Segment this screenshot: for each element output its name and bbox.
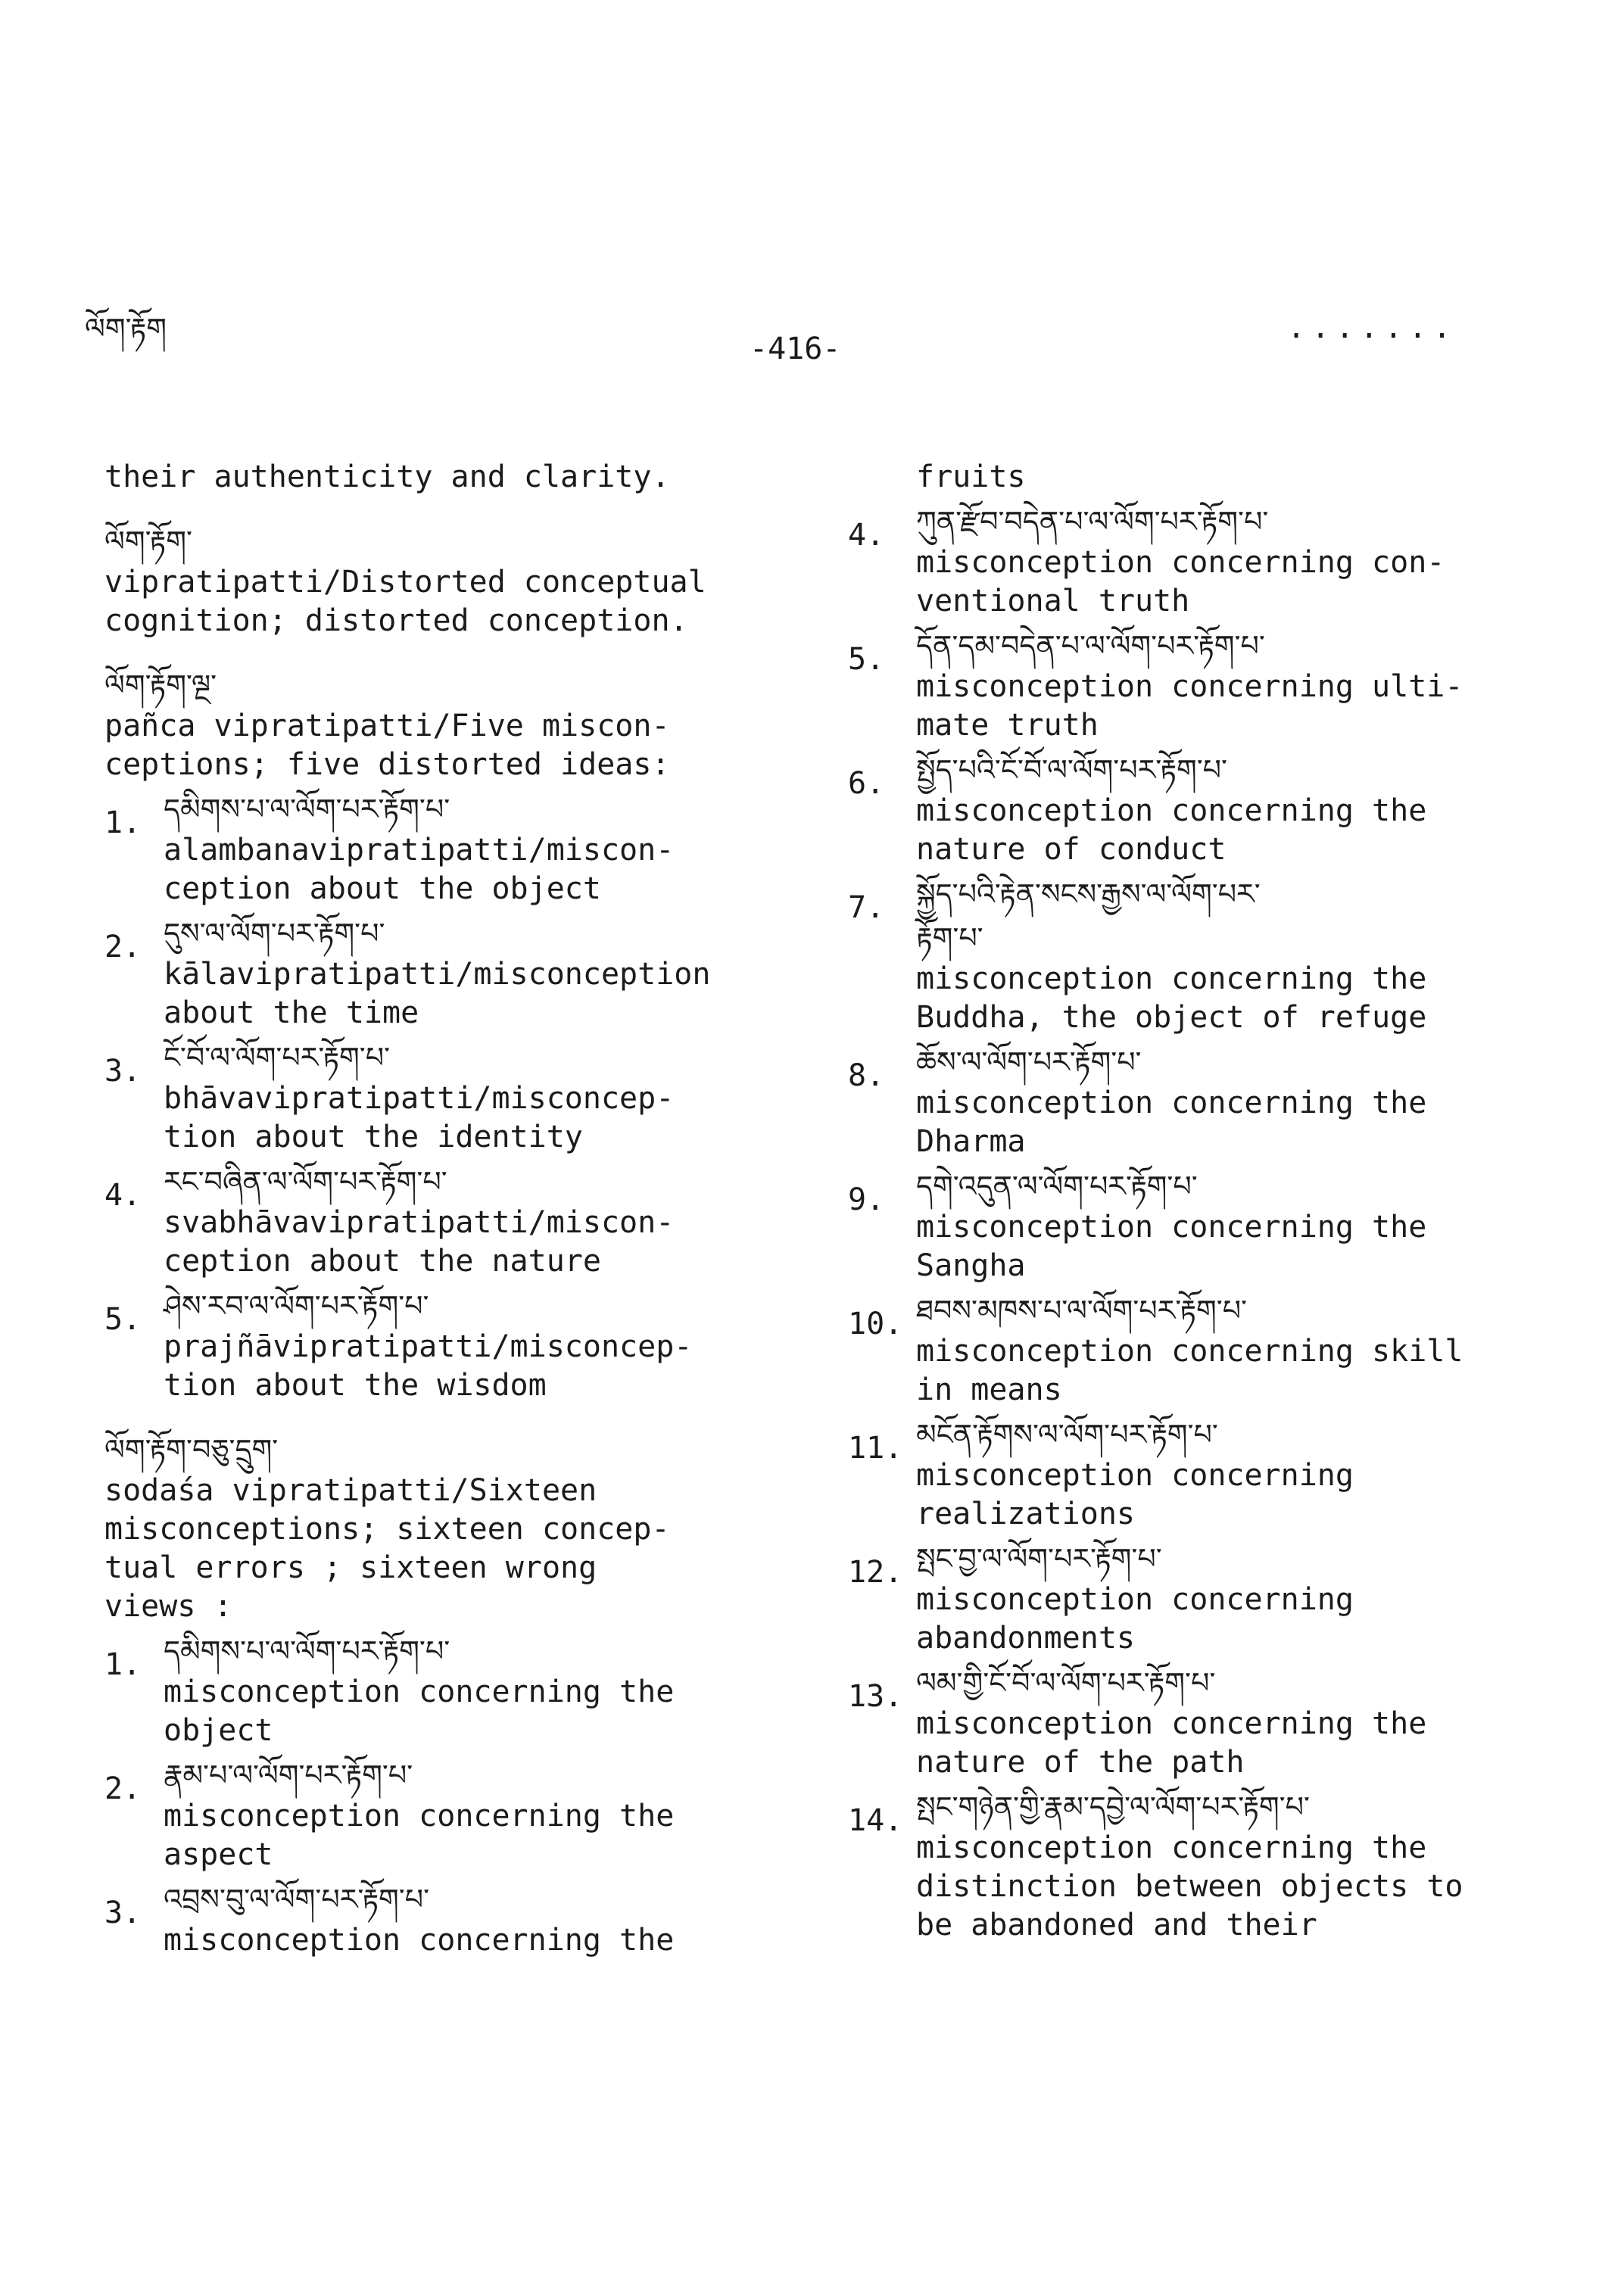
list-item-line: misconception concerning (916, 1582, 1354, 1617)
list-item-tibetan: དོན་དམ་བདེན་པ་ལ་ལོག་པར་རྟོག་པ་ (916, 629, 1265, 662)
list-item (848, 500, 1605, 621)
list-item-tibetan: སྐྱོད་པའི་རྟེན་སངས་རྒྱས་ལ་ལོག་པར་ (916, 877, 1261, 911)
list-item-number: 4. (848, 518, 885, 553)
list-item-line: misconception concerning (916, 1458, 1354, 1493)
list-item-line: misconception concerning skill (916, 1334, 1463, 1369)
entry (104, 519, 786, 640)
entry-headword-tibetan: ལོག་རྟོག་བཅུ་དྲུག་ (104, 1433, 279, 1466)
right-column (848, 458, 1605, 1945)
list-item (848, 748, 1605, 869)
list-item-number: 2. (104, 930, 142, 964)
entry-definition-line: ceptions; five distorted ideas: (104, 747, 670, 782)
entry-headword-tibetan: ལོག་རྟོག་ལྔ་ (104, 668, 217, 702)
list-item-line: Dharma (916, 1124, 1026, 1159)
list-item-number: 3. (104, 1054, 142, 1089)
list-item-tibetan: ཆོས་ལ་ལོག་པར་རྟོག་པ་ (916, 1045, 1142, 1079)
list-item-line: misconception concerning the (164, 1675, 675, 1709)
list-item-line: misconception concerning the (916, 961, 1427, 996)
entry-definition-line: pañca vipratipatti/Five miscon- (104, 709, 670, 743)
list-item-tibetan: ཐབས་མཁས་པ་ལ་ལོག་པར་རྟོག་པ་ (916, 1294, 1248, 1327)
list-item-line: bhāvavipratipatti/misconcep- (164, 1081, 675, 1116)
list-item (848, 872, 1605, 1037)
running-head-dots: ....... (1287, 310, 1457, 345)
list-item-line: about the time (164, 995, 419, 1030)
list-item-number: 8. (848, 1058, 885, 1093)
list-item-number: 14. (848, 1803, 903, 1838)
entry-definition-line: tual errors ; sixteen wrong (104, 1550, 597, 1585)
list-item-number: 11. (848, 1431, 903, 1466)
list-item-line: Buddha, the object of refuge (916, 1000, 1427, 1035)
list-item-line: misconception concerning the (916, 1830, 1427, 1865)
list-item (104, 787, 786, 908)
list-item-line: abandonments (916, 1621, 1135, 1656)
list-item-line: misconception concerning the (916, 793, 1427, 828)
list-item-line: aspect (164, 1837, 273, 1872)
list-item (104, 1753, 786, 1874)
list-item-line: misconception concerning ulti- (916, 669, 1463, 704)
list-item-line: nature of conduct (916, 832, 1227, 867)
entry-definition-line: sodaśa vipratipatti/Sixteen (104, 1473, 597, 1508)
list-item-tibetan: ངོ་བོ་ལ་ལོག་པར་རྟོག་པ་ (164, 1041, 391, 1074)
list-item-line: tion about the wisdom (164, 1368, 547, 1403)
list-item (848, 1164, 1605, 1285)
list-item (848, 1661, 1605, 1782)
list-item-line: object (164, 1713, 273, 1748)
list-item-number: 5. (848, 642, 885, 677)
list-item-line: nature of the path (916, 1745, 1245, 1780)
list-item-tibetan-continued: རྟོག་པ་ (916, 921, 983, 955)
list-item-tibetan: མངོན་རྟོགས་ལ་ལོག་པར་རྟོག་པ་ (916, 1418, 1218, 1451)
list-item (848, 624, 1605, 745)
entry-definition-line: cognition; distorted conception. (104, 603, 688, 638)
list-item-number: 10. (848, 1307, 903, 1341)
list-item-number: 3. (104, 1896, 142, 1930)
list-item-tibetan: སྤང་གཉེན་གྱི་རྣམ་དབྱེ་ལ་ལོག་པར་རྟོག་པ་ (916, 1790, 1310, 1824)
list-item-number: 12. (848, 1555, 903, 1590)
list-item (104, 911, 786, 1033)
list-item-line: in means (916, 1372, 1062, 1407)
list-item-number: 13. (848, 1679, 903, 1714)
list-item-tibetan: རྣམ་པ་ལ་ལོག་པར་རྟོག་པ་ (164, 1759, 413, 1792)
list-item-line: ventional truth (916, 584, 1190, 618)
list-item (848, 1785, 1605, 1945)
list-item-line: distinction between objects to (916, 1869, 1463, 1904)
list-item-number: 6. (848, 766, 885, 801)
entry (104, 1428, 786, 1960)
list-item-line: mate truth (916, 708, 1099, 743)
list-item-number: 9. (848, 1182, 885, 1217)
list-item-number: 5. (104, 1302, 142, 1337)
list-item-tibetan: དམིགས་པ་ལ་ལོག་པར་རྟོག་པ་ (164, 793, 450, 826)
continuation-text: fruits (916, 460, 1026, 494)
list-item-tibetan: འབྲས་བུ་ལ་ལོག་པར་རྟོག་པ་ (164, 1883, 430, 1916)
list-item (104, 1160, 786, 1281)
list-item-number: 2. (104, 1771, 142, 1806)
page-number: -416- (750, 332, 841, 366)
list-item-tibetan: རང་བཞིན་ལ་ལོག་པར་རྟོག་པ་ (164, 1165, 447, 1198)
list-item (104, 1036, 786, 1157)
list-item-tibetan: སྤང་བྱ་ལ་ལོག་པར་རྟོག་པ་ (916, 1542, 1162, 1575)
list-item-line: misconception concerning the (164, 1799, 675, 1833)
list-item-line: be abandoned and their (916, 1908, 1317, 1943)
list-item-tibetan: ཤེས་རབ་ལ་ལོག་པར་རྟོག་པ་ (164, 1289, 429, 1323)
left-column (104, 458, 786, 1960)
list-item-tibetan: དགེ་འདུན་ལ་ལོག་པར་རྟོག་པ་ (916, 1170, 1198, 1203)
list-item (848, 1537, 1605, 1658)
entry (104, 663, 786, 1405)
list-item (848, 1040, 1605, 1161)
list-item (848, 1413, 1605, 1534)
list-item-line: kālavipratipatti/misconception (164, 957, 711, 992)
list-item-number: 1. (104, 1647, 142, 1682)
list-item-tibetan: ཀུན་རྫོབ་བདེན་པ་ལ་ལོག་པར་རྟོག་པ་ (916, 505, 1269, 538)
list-item-line: realizations (916, 1497, 1135, 1531)
entry-definition-line: vipratipatti/Distorted conceptual (104, 565, 706, 600)
list-item (104, 1629, 786, 1750)
list-item-tibetan: དམིགས་པ་ལ་ལོག་པར་རྟོག་པ་ (164, 1634, 450, 1668)
list-item-number: 7. (848, 890, 885, 925)
list-item-line: misconception concerning the (916, 1086, 1427, 1120)
list-item-number: 1. (104, 805, 142, 840)
list-item-line: ception about the object (164, 871, 601, 906)
list-item-line: tion about the identity (164, 1120, 583, 1154)
list-item-line: misconception concerning the (916, 1210, 1427, 1245)
list-item-line: misconception concerning the (164, 1923, 675, 1958)
list-item-line: misconception concerning the (916, 1706, 1427, 1741)
entry-definition-line: views : (104, 1589, 232, 1624)
list-item (104, 1877, 786, 1960)
entry-definition-line: misconceptions; sixteen concep- (104, 1512, 670, 1547)
running-head-tibetan: ལོག་རྟོག (85, 312, 167, 345)
list-item-number: 4. (104, 1178, 142, 1213)
list-item-line: prajñāvipratipatti/misconcep- (164, 1329, 693, 1364)
list-item (104, 1284, 786, 1405)
list-item-line: misconception concerning con- (916, 545, 1445, 580)
list-item (848, 1288, 1605, 1410)
entry-headword-tibetan: ལོག་རྟོག་ (104, 525, 192, 558)
list-item-line: Sangha (916, 1248, 1026, 1283)
list-item-line: svabhāvavipratipatti/miscon- (164, 1205, 675, 1240)
list-item-line: alambanavipratipatti/miscon- (164, 833, 675, 868)
continuation-text: their authenticity and clarity. (104, 460, 670, 494)
list-item-tibetan: ལམ་གྱི་ངོ་བོ་ལ་ལོག་པར་རྟོག་པ་ (916, 1666, 1216, 1699)
list-item-tibetan: དུས་ལ་ལོག་པར་རྟོག་པ་ (164, 917, 385, 950)
list-item-line: ception about the nature (164, 1244, 601, 1279)
list-item-tibetan: སྤྱོད་པའི་ངོ་བོ་ལ་ལོག་པར་རྟོག་པ་ (916, 753, 1228, 787)
